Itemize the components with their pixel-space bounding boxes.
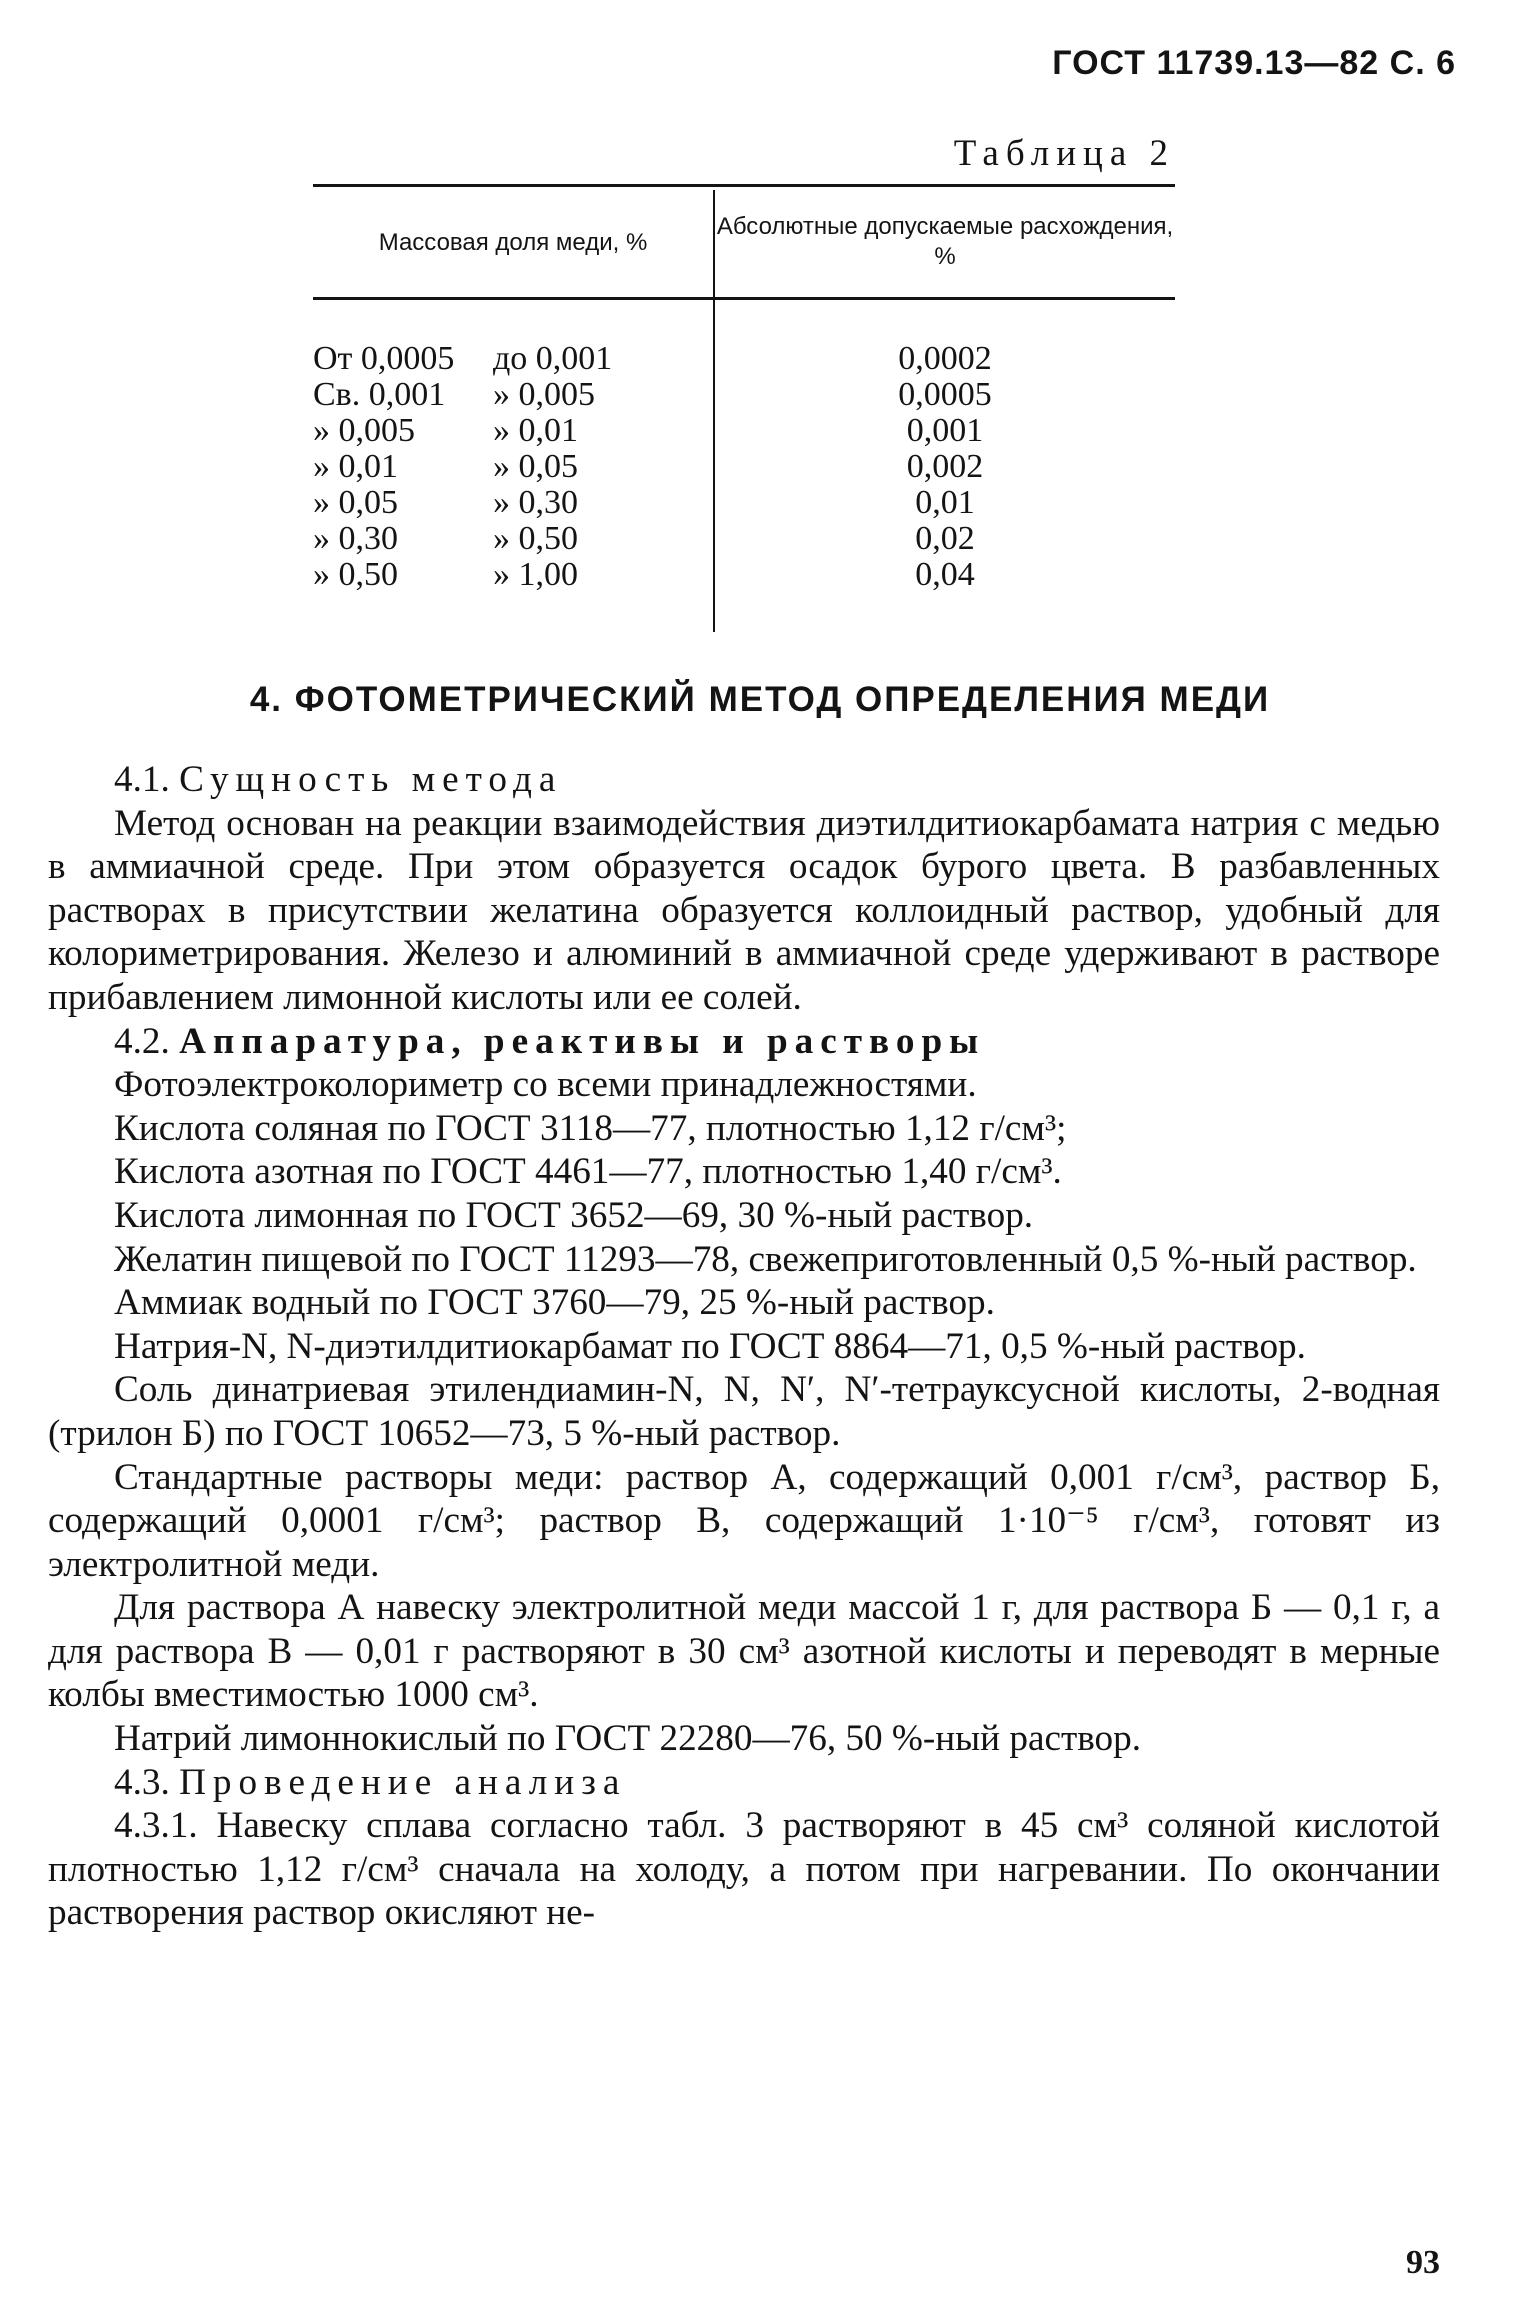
range-to: » 0,01 xyxy=(493,412,578,449)
column-header-tolerance: Абсолютные допускаемые расхождения, % xyxy=(716,213,1174,270)
range-from: От 0,0005 xyxy=(313,340,455,377)
subsection-heading-4-2 xyxy=(48,1020,1440,1064)
reagent-item: Кислота лимонная по ГОСТ 3652—69, 30 %-ный раствор. xyxy=(114,1194,1034,1236)
reagent-item: Кислота азотная по ГОСТ 4461—77, плотностью 1,40 г/см³. xyxy=(114,1151,1062,1193)
reagent-item: Стандартные растворы меди: раствор А, содержащий 0,001 г/см³, раствор Б, содержащий 0,0001 г/см³; раствор В, содержащий 1·10⁻⁵ г/см³, готовят из электролитной меди. xyxy=(48,1456,1440,1585)
range-to: » 0,005 xyxy=(493,376,595,413)
reagent-item: Фотоэлектроколориметр со всеми принадлежностями. xyxy=(114,1064,977,1106)
reagent-item: Натрий лимоннокислый по ГОСТ 22280—76, 50 %-ный раствор. xyxy=(114,1718,1141,1760)
range-from: » 0,50 xyxy=(313,556,398,593)
reagent-item: Соль динатриевая этилендиамин-N, N, N′, N′-тетрауксусной кислоты, 2-водная (трилон Б) по ГОСТ 10652—73, 5 %-ный раствор. xyxy=(48,1369,1440,1454)
range-to: » 1,00 xyxy=(493,556,578,593)
table-row xyxy=(313,485,643,521)
tolerance-value: 0,04 xyxy=(915,556,975,593)
table-caption: Таблица 2 xyxy=(953,133,1175,174)
table-row xyxy=(313,449,643,485)
table-row xyxy=(313,413,643,449)
reagent-item: Натрия-N, N-диэтилдитиокарбамат по ГОСТ 8864—71, 0,5 %-ный раствор. xyxy=(114,1325,1306,1367)
subsection-title: Аппаратура, реактивы и растворы xyxy=(179,1020,986,1062)
subsection-number: 4.1. xyxy=(114,759,170,800)
reagent-item: Для раствора А навеску электролитной меди массой 1 г, для раствора Б — 0,1 г, а для раствора В — 0,01 г растворяют в 30 см³ азотной кислоты и переводят в мерные колбы вместимостью 1000 см³. xyxy=(48,1587,1440,1716)
range-to: » 0,50 xyxy=(493,520,578,557)
tolerance-value: 0,001 xyxy=(906,412,984,449)
table-row xyxy=(313,557,643,593)
range-from: » 0,05 xyxy=(313,484,398,521)
table-range-column xyxy=(313,341,643,593)
page-number: 93 xyxy=(1406,2244,1440,2281)
reagent-item: Желатин пищевой по ГОСТ 11293—78, свежеприготовленный 0,5 %-ный раствор. xyxy=(114,1238,1417,1280)
range-from: Св. 0,001 xyxy=(313,376,446,413)
paragraph-4-3-1: 4.3.1. Навеску сплава согласно табл. 3 растворяют в 45 см³ соляной кислотой плотностью 1,12 г/см³ сначала на холоду, а потом при нагревании. По окончании растворения раствор окисляют не- xyxy=(48,1805,1440,1934)
range-to: до 0,001 xyxy=(493,340,613,377)
running-head: ГОСТ 11739.13—82 С. 6 xyxy=(1052,44,1456,82)
range-to: » 0,05 xyxy=(493,448,578,485)
table-row xyxy=(313,341,643,377)
table-value-column xyxy=(715,341,1175,593)
reagent-item: Кислота соляная по ГОСТ 3118—77, плотностью 1,12 г/см³; xyxy=(114,1107,1067,1149)
reagent-item: Аммиак водный по ГОСТ 3760—79, 25 %-ный раствор. xyxy=(114,1282,995,1324)
range-from: » 0,30 xyxy=(313,520,398,557)
table-header-rule xyxy=(313,297,1175,300)
tolerance-value: 0,002 xyxy=(906,448,984,485)
subsection-title: Проведение анализа xyxy=(179,1761,627,1803)
tolerance-value: 0,02 xyxy=(915,520,975,557)
subsection-number: 4.2. xyxy=(114,1020,170,1062)
tolerance-value: 0,0002 xyxy=(898,340,992,377)
paragraph-method-essence: Метод основан на реакции взаимодействия диэтилдитиокарбамата натрия с медью в аммиачной среде. При этом образуется осадок бурого цвета. В разбавленных растворах в присутствии желатина образуется коллоидный раствор, удобный для колориметрирования. Железо и алюминий в аммиачной среде удерживают в растворе прибавлением лимонной кислоты или ее солей. xyxy=(48,802,1440,1018)
subsection-heading-4-1 xyxy=(48,758,1440,802)
table-top-rule xyxy=(313,184,1175,187)
tolerance-value: 0,01 xyxy=(915,484,975,521)
subsection-title: Сущность метода xyxy=(179,759,563,800)
range-from: » 0,01 xyxy=(313,448,398,485)
subsection-heading-4-3 xyxy=(48,1761,1440,1805)
range-from: » 0,005 xyxy=(313,412,415,449)
body-text xyxy=(48,758,1440,1935)
subsection-number: 4.3. xyxy=(114,1761,170,1803)
table-row xyxy=(313,521,643,557)
table-row xyxy=(313,377,643,413)
tolerance-value: 0,0005 xyxy=(898,376,992,413)
range-to: » 0,30 xyxy=(493,484,578,521)
section-title: 4. ФОТОМЕТРИЧЕСКИЙ МЕТОД ОПРЕДЕЛЕНИЯ МЕДИ xyxy=(249,680,1271,719)
column-header-mass-fraction: Массовая доля меди, % xyxy=(378,229,648,256)
